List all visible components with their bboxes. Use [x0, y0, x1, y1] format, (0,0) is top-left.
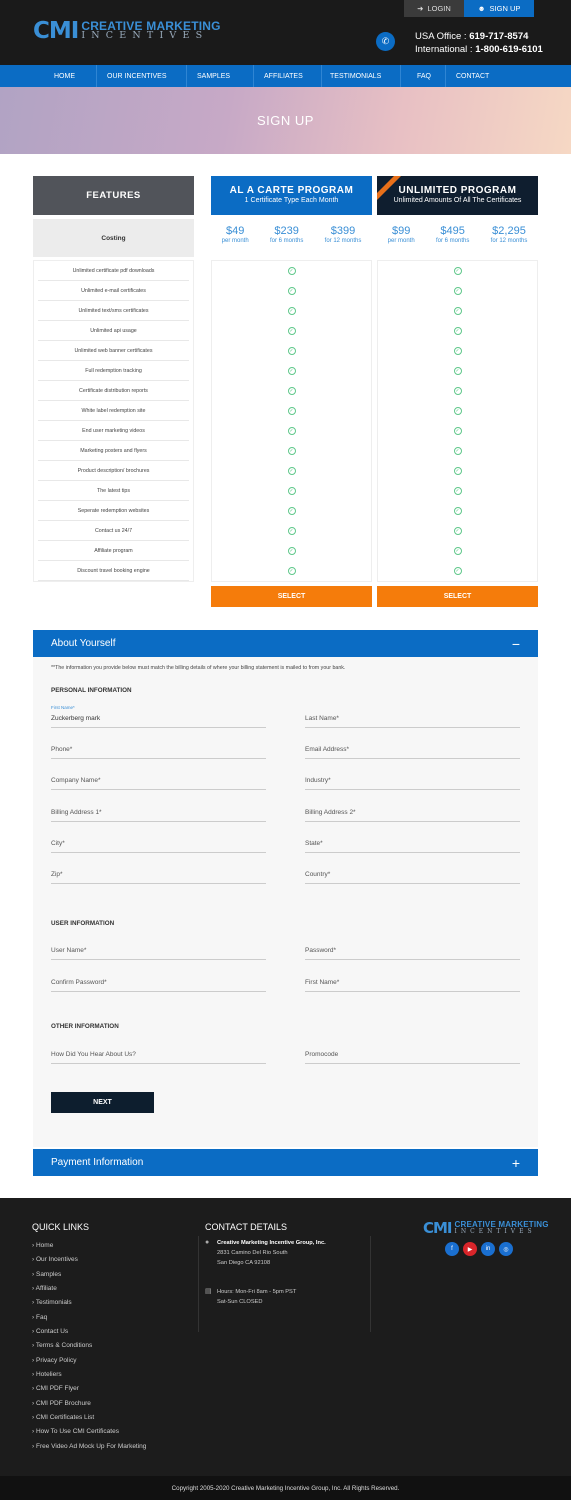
- billing-note: **The information you provide below must match the billing details of where your billing statement is mailed to from your bank.: [51, 665, 346, 671]
- nav-samples[interactable]: SAMPLES: [187, 65, 254, 87]
- quick-link-label: How To Use CMI Certificates: [35, 1428, 119, 1436]
- nav-faq[interactable]: FAQ: [401, 65, 446, 87]
- check-circle-icon: ✓: [455, 488, 460, 494]
- feature-row: Marketing posters and flyers: [38, 441, 189, 461]
- feature-check: [212, 321, 371, 341]
- features-header: FEATURES: [33, 176, 194, 215]
- login-icon: ➜: [417, 4, 424, 13]
- instagram-icon[interactable]: ◎: [499, 1242, 513, 1256]
- feature-row: The latest tips: [38, 481, 189, 501]
- feature-row: Seperate redemption websites: [38, 501, 189, 521]
- quick-link[interactable]: [32, 1282, 146, 1296]
- feature-row: Certificate distribution reports: [38, 381, 189, 401]
- map-pin-icon: ●: [205, 1239, 210, 1246]
- collapse-icon[interactable]: −: [511, 635, 520, 652]
- feature-check: [212, 541, 371, 561]
- quick-link-label: Terms & Conditions: [35, 1342, 93, 1350]
- usa-label: USA Office :: [415, 31, 470, 42]
- chevron-right-icon: ›: [32, 1356, 36, 1364]
- plan-subtitle: 1 Certificate Type Each Month: [244, 197, 339, 204]
- price-12-months: $2,295 for 12 months: [490, 225, 528, 244]
- quick-link[interactable]: [32, 1397, 146, 1411]
- feature-row: Full redemption tracking: [38, 361, 189, 381]
- facebook-icon[interactable]: f: [445, 1242, 459, 1256]
- section-title: Payment Information: [51, 1157, 144, 1168]
- unlimited-checks: [377, 260, 538, 582]
- password-label: Password*: [305, 947, 337, 954]
- plan-subtitle: Unlimited Amounts Of All The Certificates: [393, 197, 522, 204]
- company-label: Company Name*: [51, 777, 101, 784]
- check-circle-icon: ✓: [289, 568, 294, 574]
- quick-link[interactable]: [32, 1354, 146, 1368]
- alacarte-prices: [211, 219, 372, 257]
- quick-link-label: Contact Us: [35, 1328, 69, 1336]
- check-circle-icon: ✓: [289, 548, 294, 554]
- other-info-title: OTHER INFORMATION: [51, 1023, 119, 1030]
- check-circle-icon: ✓: [289, 328, 294, 334]
- quick-links-title: QUICK LINKS: [32, 1222, 90, 1232]
- contact-info: [415, 30, 543, 56]
- chevron-right-icon: ›: [32, 1328, 36, 1336]
- expand-icon[interactable]: +: [511, 1154, 520, 1171]
- feature-row: Unlimited api usage: [38, 321, 189, 341]
- hours-weekend: Sat-Sun CLOSED: [217, 1299, 263, 1305]
- check-circle-icon: ✓: [289, 508, 294, 514]
- quick-links-list: [32, 1239, 146, 1454]
- quick-link[interactable]: [32, 1325, 146, 1339]
- feature-check: [212, 561, 371, 581]
- social-links: [445, 1242, 513, 1256]
- country-field[interactable]: [305, 868, 520, 884]
- about-yourself-form: [33, 657, 538, 1147]
- personal-info-title: PERSONAL INFORMATION: [51, 687, 132, 694]
- quick-link[interactable]: [32, 1368, 146, 1382]
- logo-line1: CREATIVE MARKETING: [454, 1220, 549, 1229]
- feature-check: [378, 501, 537, 521]
- chevron-right-icon: ›: [32, 1385, 36, 1393]
- login-label: LOGIN: [427, 4, 451, 13]
- quick-link-label: Privacy Policy: [35, 1356, 77, 1364]
- linkedin-icon[interactable]: in: [481, 1242, 495, 1256]
- confirm-label: Confirm Password*: [51, 979, 107, 986]
- calendar-icon: ▤: [205, 1288, 212, 1295]
- chevron-right-icon: ›: [32, 1270, 36, 1278]
- check-circle-icon: ✓: [455, 528, 460, 534]
- first-name-2-field[interactable]: [305, 976, 520, 992]
- feature-check: [378, 281, 537, 301]
- feature-check: [212, 481, 371, 501]
- feature-check: [212, 441, 371, 461]
- city-label: City*: [51, 840, 65, 847]
- price-monthly: $49 per month: [221, 225, 249, 244]
- check-circle-icon: ✓: [289, 368, 294, 374]
- first-name-2-label: First Name*: [305, 979, 340, 986]
- feature-check: [378, 461, 537, 481]
- feature-check: [378, 421, 537, 441]
- feature-row: Affiliate program: [38, 541, 189, 561]
- feature-row: End user marketing videos: [38, 421, 189, 441]
- hero-banner: [0, 87, 571, 154]
- check-circle-icon: ✓: [289, 388, 294, 394]
- quick-link-label: Faq: [35, 1313, 48, 1321]
- price-6-months: $495 for 6 months: [435, 225, 470, 244]
- quick-link[interactable]: [32, 1253, 146, 1267]
- logo-line1: CREATIVE MARKETING: [81, 19, 221, 33]
- feature-row: Contact us 24/7: [38, 521, 189, 541]
- chevron-right-icon: ›: [32, 1414, 36, 1422]
- quick-link[interactable]: [32, 1411, 146, 1425]
- feature-check: [378, 361, 537, 381]
- phone-field[interactable]: [51, 743, 266, 759]
- logo-line2: INCENTIVES: [81, 30, 209, 41]
- contact-details-title: CONTACT DETAILS: [205, 1222, 288, 1232]
- quick-link-label: CMI PDF Flyer: [35, 1385, 79, 1393]
- usa-phone[interactable]: 619-717-8574: [469, 31, 529, 42]
- alacarte-checks: [211, 260, 372, 582]
- user-info-title: USER INFORMATION: [51, 920, 115, 927]
- phone-label: Phone*: [51, 746, 73, 753]
- chevron-right-icon: ›: [32, 1299, 36, 1307]
- nav-testimonials[interactable]: TESTIMONIALS: [322, 65, 401, 87]
- promocode-field[interactable]: [305, 1048, 520, 1064]
- plan-title: UNLIMITED PROGRAM: [398, 185, 517, 196]
- quick-link[interactable]: [32, 1440, 146, 1454]
- check-circle-icon: ✓: [455, 368, 460, 374]
- zip-field[interactable]: [51, 868, 266, 884]
- page-title: SIGN UP: [257, 113, 314, 128]
- quick-link[interactable]: [32, 1239, 146, 1253]
- site-logo[interactable]: [33, 20, 221, 42]
- about-yourself-header[interactable]: [33, 630, 538, 657]
- check-circle-icon: ✓: [455, 508, 460, 514]
- state-label: State*: [305, 840, 323, 847]
- address-line-1: 2831 Camino Del Rio South: [217, 1250, 288, 1256]
- quick-link[interactable]: [32, 1296, 146, 1310]
- feature-check: [378, 561, 537, 581]
- copyright: Copyright 2005-2020 Creative Marketing Incentive Group, Inc. All Rights Reserved.: [0, 1476, 571, 1500]
- hear-about-field[interactable]: [51, 1048, 266, 1064]
- feature-check: [212, 461, 371, 481]
- feature-row: Unlimited web banner certificates: [38, 341, 189, 361]
- city-field[interactable]: [51, 837, 266, 853]
- last-name-field[interactable]: [305, 712, 520, 728]
- price-monthly: $99 per month: [387, 225, 415, 244]
- features-list: [33, 260, 194, 582]
- price-6-months: $239 for 6 months: [269, 225, 304, 244]
- nav-home[interactable]: HOME: [33, 65, 97, 87]
- check-circle-icon: ✓: [289, 468, 294, 474]
- state-field[interactable]: [305, 837, 520, 853]
- youtube-icon[interactable]: ▶: [463, 1242, 477, 1256]
- contact-details: [205, 1238, 326, 1307]
- check-circle-icon: ✓: [455, 268, 460, 274]
- feature-check: [212, 421, 371, 441]
- nav-contact[interactable]: CONTACT: [456, 72, 490, 80]
- feature-row: Unlimited text/sms certificates: [38, 301, 189, 321]
- hear-label: How Did You Hear About Us?: [51, 1051, 136, 1058]
- chevron-right-icon: ›: [32, 1371, 36, 1379]
- email-label: Email Address*: [305, 746, 350, 753]
- feature-check: [212, 521, 371, 541]
- billing1-label: Billing Address 1*: [51, 809, 102, 816]
- feature-row: Discount travel booking engine: [38, 561, 189, 581]
- promo-label: Promocode: [305, 1051, 339, 1058]
- next-button[interactable]: NEXT: [51, 1092, 154, 1113]
- billing2-label: Billing Address 2*: [305, 809, 356, 816]
- check-circle-icon: ✓: [455, 548, 460, 554]
- check-circle-icon: ✓: [455, 308, 460, 314]
- check-circle-icon: ✓: [289, 488, 294, 494]
- billing-address-2-field[interactable]: [305, 806, 520, 822]
- feature-check: [378, 321, 537, 341]
- quick-link-label: Our Incentives: [35, 1256, 78, 1264]
- feature-row: Unlimited e-mail certificates: [38, 281, 189, 301]
- feature-check: [212, 301, 371, 321]
- main-nav: [0, 65, 571, 87]
- quick-link[interactable]: [32, 1268, 146, 1282]
- login-button[interactable]: [404, 0, 464, 17]
- feature-check: [212, 501, 371, 521]
- feature-check: [212, 341, 371, 361]
- quick-link-label: Samples: [35, 1270, 62, 1278]
- feature-check: [212, 261, 371, 281]
- feature-check: [212, 281, 371, 301]
- company-field[interactable]: [51, 774, 266, 790]
- industry-label: Industry*: [305, 777, 331, 784]
- quick-link-label: Hoteliers: [35, 1371, 62, 1379]
- check-circle-icon: ✓: [289, 308, 294, 314]
- first-name-floating-label: First Name*: [51, 705, 75, 710]
- password-field[interactable]: [305, 944, 520, 960]
- quick-link-label: Testimonials: [35, 1299, 72, 1307]
- check-circle-icon: ✓: [289, 408, 294, 414]
- quick-link[interactable]: [32, 1425, 146, 1439]
- chevron-right-icon: ›: [32, 1399, 36, 1407]
- feature-check: [378, 341, 537, 361]
- username-label: User Name*: [51, 947, 87, 954]
- check-circle-icon: ✓: [455, 448, 460, 454]
- check-circle-icon: ✓: [289, 288, 294, 294]
- check-circle-icon: ✓: [289, 448, 294, 454]
- chevron-right-icon: ›: [32, 1313, 36, 1321]
- check-circle-icon: ✓: [455, 408, 460, 414]
- section-title: About Yourself: [51, 638, 116, 649]
- feature-row: White label redemption site: [38, 401, 189, 421]
- quick-link-label: CMI Certificates List: [35, 1414, 95, 1422]
- feature-check: [378, 401, 537, 421]
- feature-row: Unlimited certificate pdf downloads: [38, 261, 189, 281]
- username-field[interactable]: [51, 944, 266, 960]
- check-circle-icon: ✓: [455, 568, 460, 574]
- quick-link[interactable]: [32, 1382, 146, 1396]
- signup-label: SIGN UP: [489, 4, 521, 13]
- billing-address-1-field[interactable]: [51, 806, 266, 822]
- check-circle-icon: ✓: [455, 288, 460, 294]
- payment-information-header[interactable]: [33, 1149, 538, 1176]
- logo-line2: INCENTIVES: [454, 1228, 536, 1235]
- confirm-password-field[interactable]: [51, 976, 266, 992]
- price-12-months: $399 for 12 months: [324, 225, 362, 244]
- footer-divider: [198, 1236, 199, 1332]
- first-name-value: Zuckerberg mark: [51, 715, 101, 722]
- chevron-right-icon: ›: [32, 1242, 36, 1249]
- last-name-label: Last Name*: [305, 715, 339, 722]
- chevron-right-icon: ›: [32, 1256, 36, 1264]
- feature-check: [378, 381, 537, 401]
- first-name-field[interactable]: [51, 705, 266, 728]
- select-unlimited-button[interactable]: SELECT: [377, 586, 538, 607]
- site-footer: [0, 1198, 571, 1476]
- quick-link-label: Home: [35, 1242, 54, 1249]
- intl-label: International :: [415, 44, 476, 55]
- check-circle-icon: ✓: [455, 468, 460, 474]
- plan-header-unlimited: [377, 176, 538, 215]
- check-circle-icon: ✓: [455, 388, 460, 394]
- intl-phone[interactable]: 1-800-619-6101: [475, 44, 543, 55]
- plan-title: AL A CARTE PROGRAM: [229, 185, 354, 196]
- feature-check: [378, 541, 537, 561]
- select-alacarte-button[interactable]: SELECT: [211, 586, 372, 607]
- check-circle-icon: ✓: [289, 268, 294, 274]
- nav-affiliates[interactable]: AFFILIATES: [254, 65, 322, 87]
- feature-check: [378, 261, 537, 281]
- email-field[interactable]: [305, 743, 520, 759]
- unlimited-prices: [377, 219, 538, 257]
- company-name: Creative Marketing Incentive Group, Inc.: [217, 1240, 326, 1246]
- feature-check: [212, 401, 371, 421]
- quick-link[interactable]: [32, 1339, 146, 1353]
- footer-divider: [370, 1236, 371, 1332]
- check-circle-icon: ✓: [455, 328, 460, 334]
- quick-link-label: CMI PDF Brochure: [35, 1399, 91, 1407]
- quick-link[interactable]: [32, 1311, 146, 1325]
- industry-field[interactable]: [305, 774, 520, 790]
- costing-label: Costing: [33, 219, 194, 257]
- check-circle-icon: ✓: [455, 428, 460, 434]
- feature-check: [378, 441, 537, 461]
- feature-check: [378, 301, 537, 321]
- footer-logo[interactable]: [423, 1221, 549, 1235]
- logo-mark: CMI: [33, 18, 79, 44]
- phone-icon: ✆: [376, 32, 395, 51]
- user-plus-icon: ☻: [477, 4, 486, 13]
- hours-weekday: Hours: Mon-Fri 8am - 5pm PST: [217, 1289, 297, 1295]
- feature-check: [378, 481, 537, 501]
- feature-check: [212, 381, 371, 401]
- chevron-right-icon: ›: [32, 1428, 36, 1436]
- chevron-right-icon: ›: [32, 1442, 36, 1450]
- quick-link-label: Affiliate: [35, 1285, 57, 1293]
- zip-label: Zip*: [51, 871, 63, 878]
- chevron-right-icon: ›: [32, 1342, 36, 1350]
- logo-mark: CMI: [423, 1219, 452, 1237]
- plan-header-alacarte: [211, 176, 372, 215]
- check-circle-icon: ✓: [455, 348, 460, 354]
- quick-link-label: Free Video Ad Mock Up For Marketing: [35, 1442, 147, 1450]
- site-header: [0, 0, 571, 65]
- signup-button[interactable]: [464, 0, 534, 17]
- feature-row: Product description/ brochures: [38, 461, 189, 481]
- check-circle-icon: ✓: [289, 348, 294, 354]
- feature-check: [212, 361, 371, 381]
- feature-check: [378, 521, 537, 541]
- address-line-2: San Diego CA 92108: [217, 1260, 271, 1266]
- country-label: Country*: [305, 871, 331, 878]
- nav-our-incentives[interactable]: OUR INCENTIVES: [97, 65, 187, 87]
- chevron-right-icon: ›: [32, 1285, 36, 1293]
- check-circle-icon: ✓: [289, 528, 294, 534]
- check-circle-icon: ✓: [289, 428, 294, 434]
